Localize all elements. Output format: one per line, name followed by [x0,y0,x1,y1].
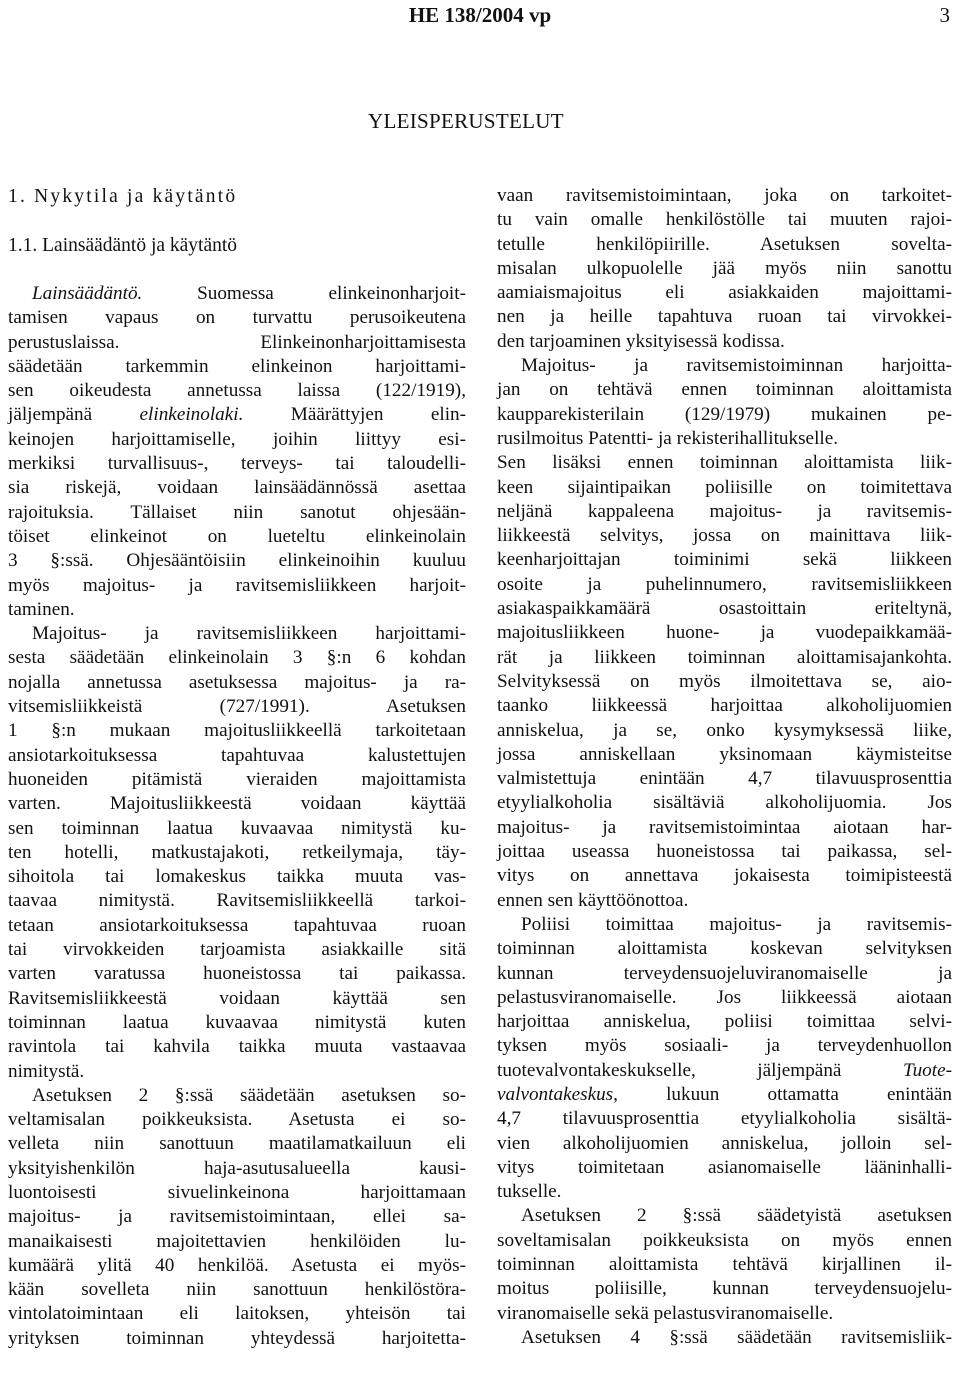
text-line [497,524,952,548]
text-line [497,476,952,500]
italic-term: Tuote- [902,1059,952,1081]
heading-level-1: 1. Nykytila ja käytäntö [8,186,238,207]
line-text: tai virvokkeiden tarjoamista asiakkaille sitä [8,939,466,961]
line-text: ennen sen käyttöönottoa. [497,889,689,911]
text-line [497,962,952,986]
text-line [8,1157,466,1181]
line-text: Asetuksen 2 §:ssä säädetyistä asetuksen [521,1205,952,1227]
line-text: ansiotarkoituksessa tapahtuvaa kalustettujen [8,744,466,766]
text-line [497,403,952,427]
line-text: vien alkoholijuomien anniskelua, jolloin sel- [497,1132,952,1154]
line-text: den tarjoaminen yksityisessä kodissa. [497,330,785,352]
text-line [497,937,952,961]
line-text: velleta niin sanottuun maatilamatkailuun eli [8,1133,466,1155]
line-text: 4,7 tilavuusprosenttia etyylialkoholia sisältä- [497,1108,952,1130]
text-line [8,865,466,889]
line-text: varten varatussa huoneistossa tai paikassa. [8,963,466,985]
text-line [497,694,952,718]
line-text: 1 §:n mukaan majoitusliikkeellä tarkoitetaan [8,720,466,742]
text-line [497,500,952,524]
text-line [497,1156,952,1180]
line-text: majoitus- ja ravitsemistoimintaan, ellei sa- [8,1206,466,1228]
line-text: liikkeestä selvitys, jossa on mainittava liik- [497,525,952,547]
line-text: yrityksen toiminnan yhteydessä harjoitetta- [8,1327,466,1349]
text-line [8,452,466,476]
text-line [8,1011,466,1035]
text-line [8,501,466,525]
text-line [8,841,466,865]
section-title: YLEISPERUSTELUT [368,109,564,133]
line-text: lukuun ottamatta enintään [617,1083,952,1105]
text-line [8,1278,466,1302]
italic-term: Lainsäädäntö. [32,283,143,304]
text-line [8,525,466,549]
line-text: manaikaisesti majoitettavien henkilöiden lu- [8,1230,466,1252]
line-text: Selvityksessä on myös ilmoitettava se, aio- [497,670,952,692]
line-text: soveltamisalan poikkeuksista on myös ennen [497,1229,952,1251]
text-line [497,1034,952,1058]
right-column-text [497,184,952,1350]
text-line [497,233,952,257]
line-text: majoitusliikkeen huone- ja vuodepaikkamää- [497,622,952,644]
text-line [497,1204,952,1228]
line-text: yksityishenkilön haja-asutusalueella kausi- [8,1157,466,1179]
text-line [497,1229,952,1253]
line-text: nojalla annetussa asetuksessa majoitus- ja ra- [8,671,466,693]
text-line [8,282,466,306]
text-line [497,767,952,791]
line-text: vintolatoimintaan eli laitoksen, yhteisön tai [8,1303,466,1325]
text-line [497,573,952,597]
text-line [8,1132,466,1156]
line-text: vitys on annettava jokaisesta toimipisteestä [497,865,952,887]
text-line [8,768,466,792]
line-text: aamiaismajoitus eli asiakkaiden majoittami- [497,282,952,304]
text-line [8,1254,466,1278]
text-line [497,1083,952,1107]
text-line [497,670,952,694]
text-line [8,695,466,719]
line-text: pelastusviranomaiselle. Jos liikkeessä aiotaan [497,986,952,1008]
text-line [497,864,952,888]
line-text: harjoittaa anniskelua, poliisi toimittaa selvi- [497,1011,952,1033]
line-text: moitus poliisille, kunnan terveydensuojelu- [497,1278,952,1300]
line-text: taanko liikkeessä harjoittaa alkoholijuomien [497,695,952,717]
text-line [497,840,952,864]
line-text: tukselle. [497,1181,562,1203]
line-text: Majoitus- ja ravitsemistoiminnan harjoitta- [521,355,952,377]
line-text: Sen lisäksi ennen toiminnan aloittamista liik- [497,452,952,474]
text-line [8,962,466,986]
text-line [497,378,952,402]
text-line [497,1132,952,1156]
line-text: kään sovelleta niin sanottuun henkilöstöra- [8,1279,466,1301]
text-line [497,354,952,378]
line-text: tu vain omalle henkilöstölle tai muuten rajoi- [497,209,952,231]
text-line [497,330,952,354]
text-line [497,791,952,815]
line-text: nen ja heille tapahtuva ruoan tai virvokkei- [497,306,952,328]
text-line [8,331,466,355]
line-text: keinojen harjoittamiselle, joihin liittyy esi- [8,428,466,450]
text-line [8,1084,466,1108]
line-text: neljänä kappaleena majoitus- ja ravitsemis- [497,500,952,522]
line-text: viranomaiselle sekä pelastusviranomaiselle. [497,1302,834,1324]
text-line [497,1253,952,1277]
line-text: tuotevalvontakeskukselle, jäljempänä [497,1059,842,1081]
line-text: tyksen myös sosiaali- ja terveydenhuollon [497,1035,952,1057]
line-text: töiset elinkeinot on lueteltu elinkeinolain [8,525,466,547]
line-text: Ravitsemisliikkeestä voidaan käyttää sen [8,987,466,1009]
text-line [8,476,466,500]
text-line [497,1010,952,1034]
text-line [497,1107,952,1131]
text-line [8,987,466,1011]
line-text: jan on tehtävä ennen toiminnan aloittamista [497,379,952,401]
text-line [8,1035,466,1059]
line-text: veltamisalan poikkeuksista. Asetusta ei so- [8,1109,466,1131]
text-line [497,451,952,475]
line-text: Poliisi toimittaa majoitus- ja ravitsemis- [521,913,952,935]
text-line [497,913,952,937]
text-line [497,621,952,645]
text-line [497,548,952,572]
text-line [8,598,466,622]
line-text: ravintola tai kahvila taikka muuta vastaavaa [8,1036,466,1058]
line-text: 3 §:ssä. Ohjesääntöisiin elinkeinoihin kuuluu [8,550,466,572]
text-line [497,208,952,232]
text-line [497,427,952,451]
line-text: rusilmoitus Patentti- ja rekisterihallitukselle. [497,427,839,449]
line-text: sen oikeudesta annetussa laissa (122/1919), [8,380,466,402]
text-line [8,938,466,962]
text-line [8,719,466,743]
text-line [8,1230,466,1254]
text-line [8,1205,466,1229]
text-line [497,646,952,670]
text-line [8,1327,466,1351]
text-line [8,306,466,330]
text-line [8,744,466,768]
line-text: tetulle henkilöpiirille. Asetuksen sovelta- [497,233,952,255]
text-line [497,257,952,281]
line-text: keenharjoittajan toiminimi sekä liikkeen [497,549,952,571]
line-text: ten hotelli, matkustajakoti, retkeilymaja, täy- [8,841,466,863]
line-text: kumäärä ylitä 40 henkilöä. Asetusta ei myös- [8,1254,466,1276]
line-text: majoitus- ja ravitsemistoimintaa aiotaan har- [497,816,952,838]
line-text: anniskelua, ja se, onko kysymyksessä liike, [497,719,952,741]
line-text: myös majoitus- ja ravitsemisliikkeen harjoit- [8,574,466,596]
line-text: vaan ravitsemistoimintaan, joka on tarkoitet- [497,185,952,206]
italic-term: valvontakeskus, [497,1083,618,1105]
line-text: varten. Majoitusliikkeestä voidaan käyttää [8,793,466,815]
text-line [497,1302,952,1326]
text-line [497,743,952,767]
text-line [497,1326,952,1350]
line-text: perustuslaissa. Elinkeinonharjoittamisesta [8,331,466,353]
line-text: merkiksi turvallisuus-, terveys- tai taloudelli- [8,453,466,475]
line-text: kaupparekisterilain (129/1979) mukainen pe- [497,403,952,425]
line-text: jossa anniskellaan yksinomaan käymisteitse [497,743,952,765]
text-line [497,719,952,743]
text-line [497,305,952,329]
text-line [8,792,466,816]
line-text: Majoitus- ja ravitsemisliikkeen harjoittami- [32,623,466,645]
text-line [8,671,466,695]
line-text: sihoitola tai lomakeskus taikka muuta vas- [8,866,466,888]
line-text: tamisen vapaus on turvattu perusoikeutena [8,307,466,329]
text-line [497,816,952,840]
line-text: vitys toimitetaan asianomaiselle lääninhalli- [497,1156,952,1178]
line-text: taminen. [8,598,75,620]
text-line [8,1302,466,1326]
line-text: sia riskejä, voidaan lainsäädännössä asettaa [8,477,466,499]
line-text: sen toiminnan laatua kuvaavaa nimitystä ku- [8,817,466,839]
line-text: toiminnan aloittamista koskevan selvityksen [497,938,952,960]
line-text: toiminnan laatua kuvaavaa nimitystä kuten [8,1011,466,1033]
line-text: rät ja liikkeen toiminnan aloittamisajankohta. [497,646,952,668]
line-text: vitsemisliikkeistä (727/1991). Asetuksen [8,696,466,718]
text-line [497,1277,952,1301]
line-text: tetaan ansiotarkoituksessa tapahtuvaa ruoan [8,914,466,936]
line-text: säädetään tarkemmin elinkeinon harjoittami- [8,355,466,377]
line-text: taavaa nimitystä. Ravitsemisliikkeellä tarkoi- [8,890,466,912]
text-line [8,403,466,427]
text-line [8,817,466,841]
text-line [8,646,466,670]
text-line [497,184,952,208]
text-line [497,1059,952,1083]
line-text: Määrättyjen elin- [243,404,467,426]
text-line [497,597,952,621]
left-column-text [8,282,466,1351]
text-line [497,281,952,305]
line-text: osoite ja puhelinnumero, ravitsemisliikkeen [497,573,952,595]
text-line [8,889,466,913]
line-text: valmistettuja enintään 4,7 tilavuusprosenttia [497,768,952,790]
text-line [497,1180,952,1204]
text-line [497,889,952,913]
text-line [8,379,466,403]
line-text: asiakaspaikkamäärä osastoittain eriteltynä, [497,598,952,620]
text-line [8,914,466,938]
document-id: HE 138/2004 vp [408,3,552,27]
line-text: rajoituksia. Tällaiset niin sanotut ohjesään- [8,501,466,523]
text-line [8,1060,466,1084]
line-text: misalan ulkopuolelle jää myös niin sanottu [497,257,952,279]
text-line [8,574,466,598]
heading-level-2: 1.1. Lainsäädäntö ja käytäntö [8,235,238,256]
text-line [8,428,466,452]
text-line [8,1108,466,1132]
line-text: jäljempänä [8,404,93,426]
text-line [497,986,952,1010]
line-text: sesta säädetään elinkeinolain 3 §:n 6 kohdan [8,647,466,669]
line-text: Suomessa elinkeinonharjoit- [197,283,466,304]
text-line [8,549,466,573]
line-text: huoneiden pitämistä vieraiden majoittamista [8,768,466,790]
page-number: 3 [939,3,950,27]
line-text: toiminnan aloittamista tehtävä kirjallinen il- [497,1254,952,1276]
line-text: nimitystä. [8,1060,85,1082]
text-line [8,622,466,646]
page-header [0,0,960,30]
line-text: luontoisesti sivuelinkeinona harjoittamaan [8,1181,466,1203]
line-text: keen sijaintipaikan poliisille on toimitettava [497,476,952,498]
line-text: joittaa useassa huoneistossa tai paikassa, sel- [497,841,952,863]
italic-term: elinkeinolaki. [139,404,244,426]
line-text: Asetuksen 4 §:ssä säädetään ravitsemisliik- [521,1326,952,1348]
line-text: Asetuksen 2 §:ssä säädetään asetuksen so- [32,1084,466,1106]
line-text: etyylialkoholia sisältäviä alkoholijuomia. Jos [497,792,952,814]
text-line [8,1181,466,1205]
text-line [8,355,466,379]
line-text: kunnan terveydensuojeluviranomaiselle ja [497,962,952,984]
